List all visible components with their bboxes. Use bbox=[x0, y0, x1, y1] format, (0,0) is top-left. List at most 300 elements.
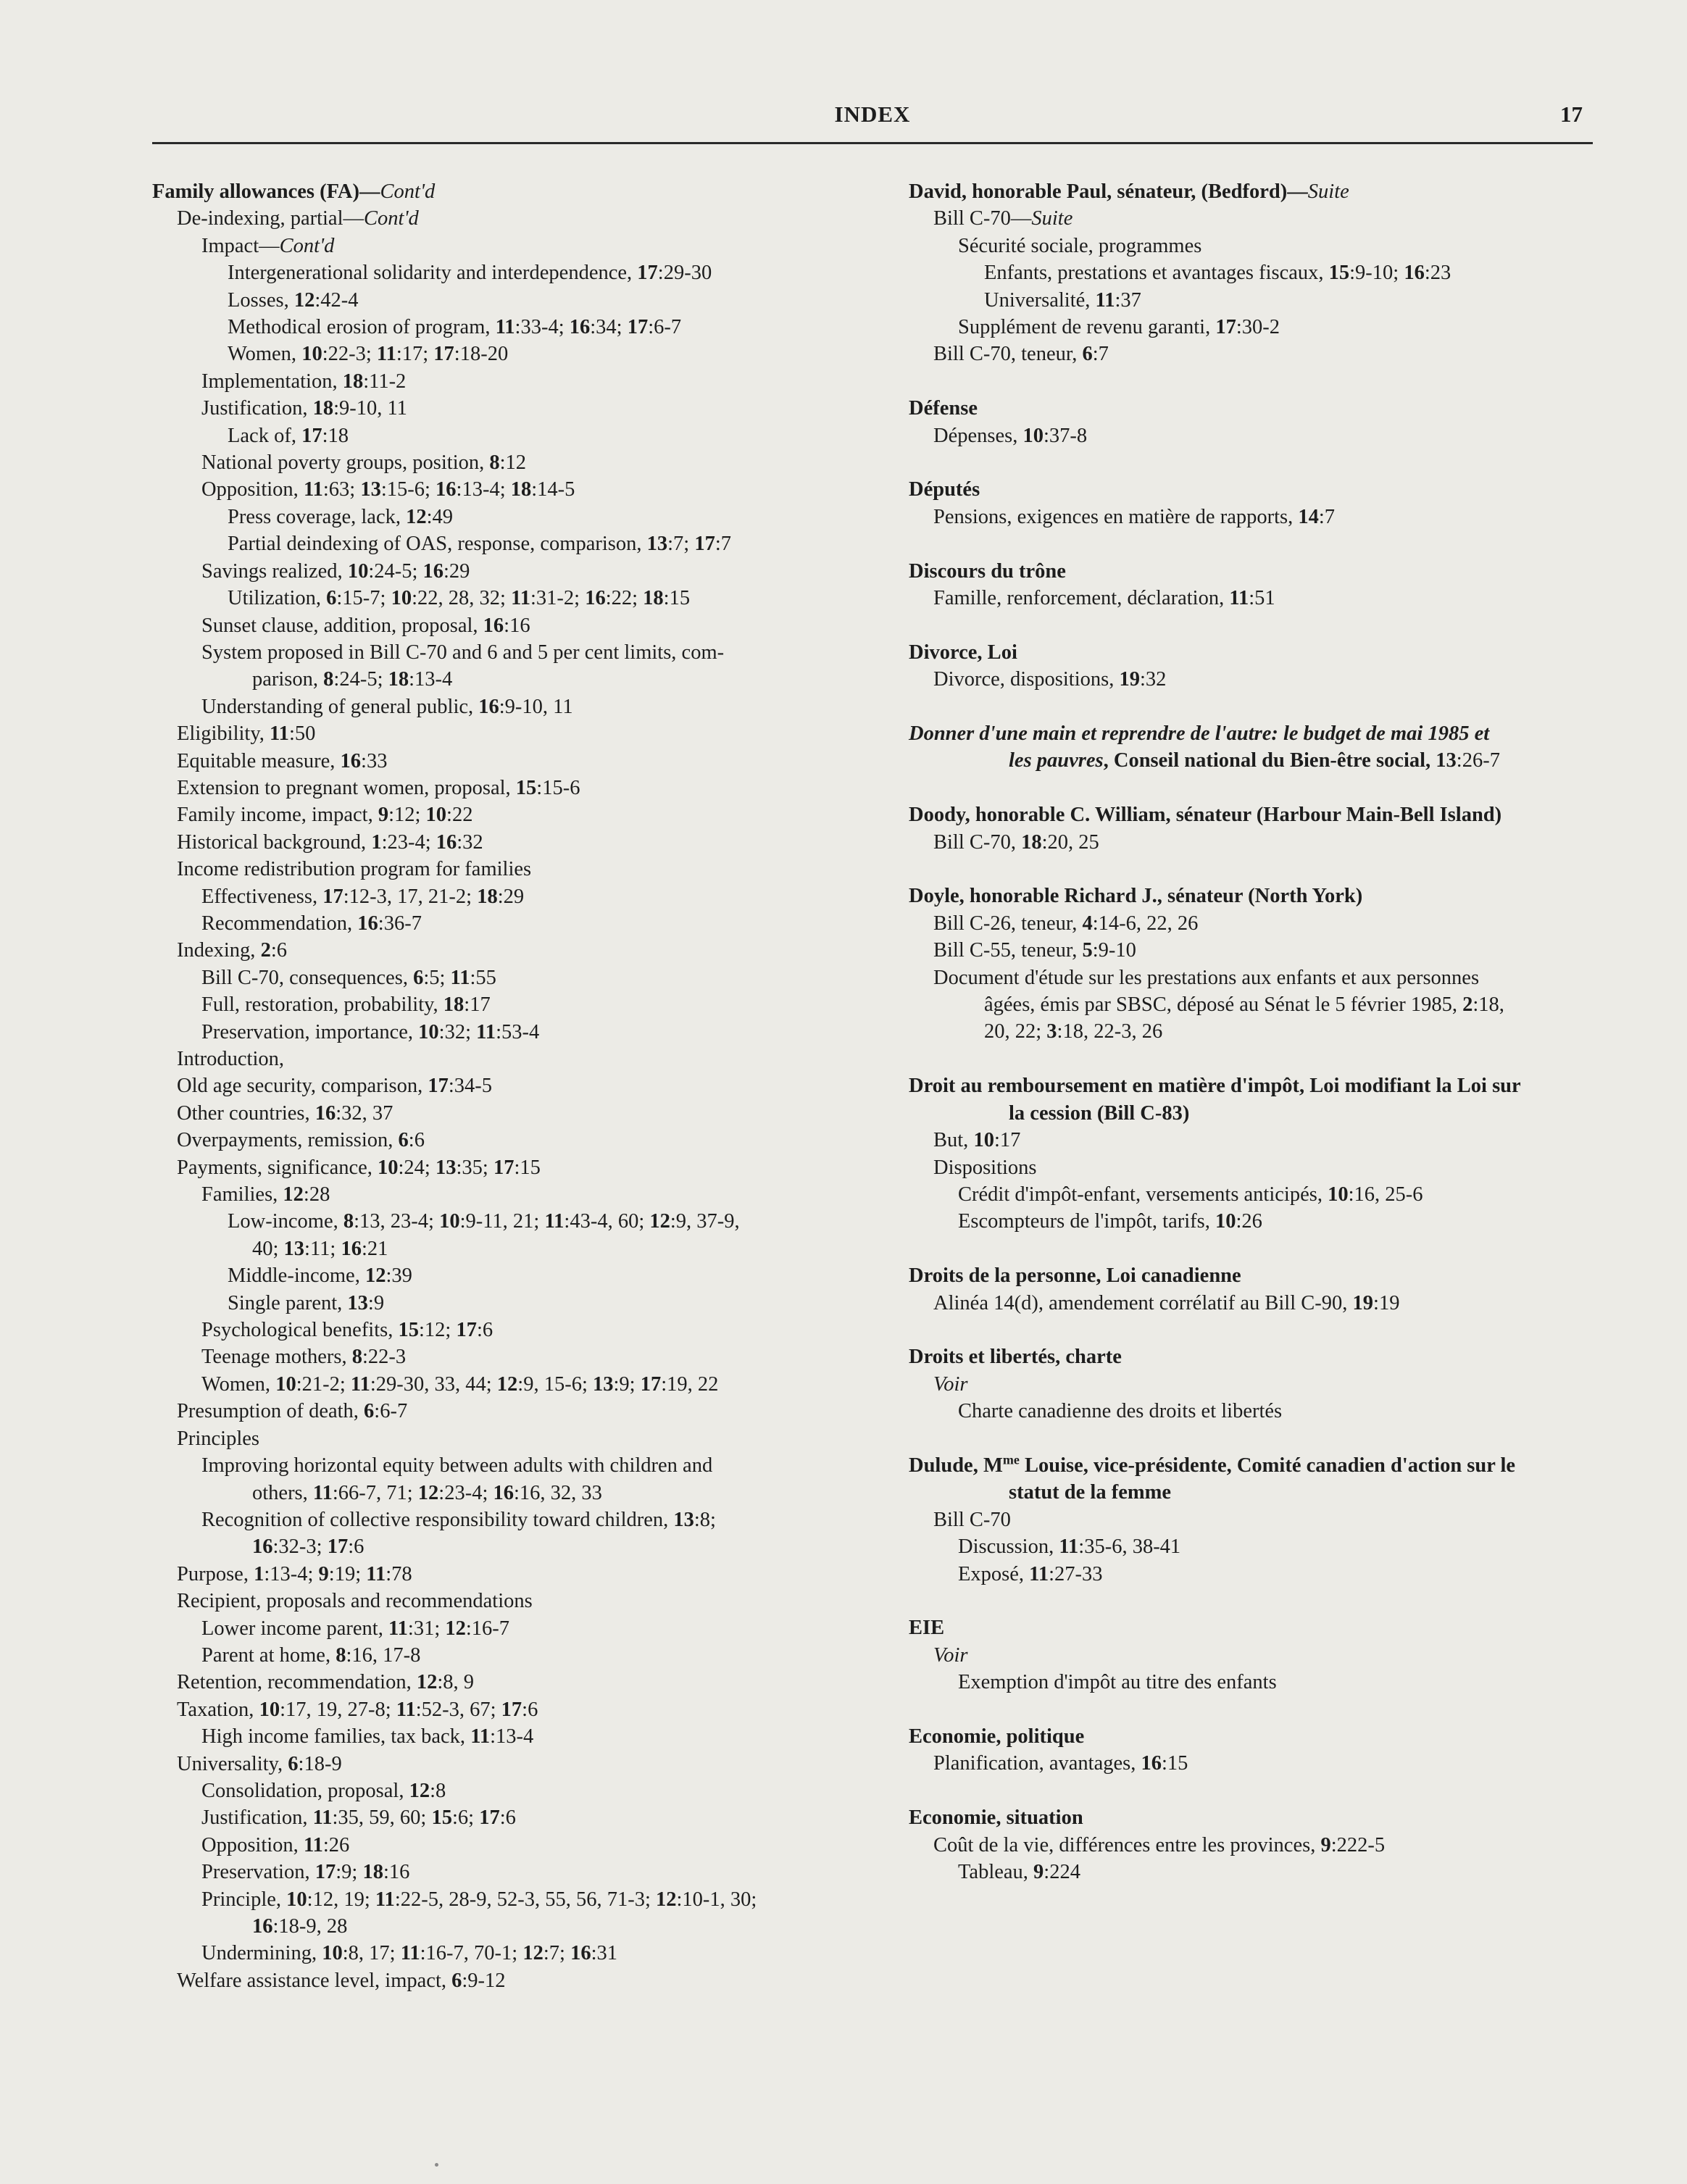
index-entry bbox=[152, 1425, 883, 1452]
index-entry bbox=[152, 937, 883, 964]
index-entry bbox=[909, 1832, 1637, 1859]
entry-text: 2 bbox=[1462, 993, 1473, 1017]
entry-text: Opposition, bbox=[201, 478, 304, 501]
index-entry bbox=[152, 1723, 883, 1750]
entry-text: :22-3; bbox=[322, 343, 377, 366]
entry-text: Recognition of collective responsibility toward children, bbox=[201, 1508, 674, 1531]
index-entry bbox=[909, 991, 1637, 1018]
entry-text: 11 bbox=[396, 1698, 416, 1721]
entry-text: Doody, honorable C. William, sénateur (Harbour Main-Bell Island) bbox=[909, 804, 1502, 827]
entry-text: Welfare assistance level, impact, bbox=[177, 1969, 452, 1992]
index-entry bbox=[909, 1100, 1637, 1127]
index-entry bbox=[152, 1398, 883, 1425]
entry-text: :12, 19; bbox=[307, 1888, 375, 1911]
index-entry bbox=[152, 1642, 883, 1669]
entry-text: :23-4; bbox=[438, 1481, 493, 1504]
entry-text: 16 bbox=[570, 1942, 591, 1965]
entry-text: Droits de la personne, Loi canadienne bbox=[909, 1264, 1241, 1288]
index-heading bbox=[909, 395, 1637, 422]
entry-text: 17 bbox=[327, 1535, 349, 1559]
entry-text: 16 bbox=[252, 1915, 273, 1938]
index-entry bbox=[152, 1804, 883, 1831]
entry-text: :50 bbox=[288, 722, 316, 746]
entry-text: Recommendation, bbox=[201, 912, 358, 935]
index-entry bbox=[152, 801, 883, 828]
entry-text: 12 bbox=[649, 1210, 670, 1233]
index-entry bbox=[152, 1154, 883, 1181]
entry-text: 11 bbox=[270, 722, 289, 746]
entry-text: 15 bbox=[515, 776, 537, 799]
entry-text: Suite bbox=[1307, 180, 1349, 203]
entry-text: :11; bbox=[304, 1237, 341, 1260]
entry-text: 11 bbox=[1029, 1562, 1049, 1585]
entry-text: :24; bbox=[398, 1156, 436, 1179]
index-heading bbox=[909, 1343, 1637, 1370]
entry-text: 11 bbox=[400, 1942, 420, 1965]
index-heading bbox=[909, 1262, 1637, 1289]
entry-text: Middle-income, bbox=[228, 1264, 365, 1288]
entry-text: Single parent, bbox=[228, 1291, 348, 1314]
entry-text: 17 bbox=[428, 1075, 449, 1098]
entry-text: 10 bbox=[1022, 424, 1044, 447]
entry-text: 3 bbox=[1046, 1020, 1057, 1043]
entry-text: 16 bbox=[436, 830, 457, 854]
entry-text: Sécurité sociale, programmes bbox=[958, 234, 1202, 257]
entry-text: Low-income, bbox=[228, 1210, 343, 1233]
entry-text: 16 bbox=[422, 559, 444, 583]
index-entry bbox=[909, 1290, 1637, 1317]
entry-text: 9 bbox=[378, 804, 389, 827]
index-entry bbox=[152, 205, 883, 232]
index-heading bbox=[909, 883, 1637, 909]
entry-text: 20, 22; bbox=[984, 1020, 1047, 1043]
entry-text: Press coverage, lack, bbox=[228, 505, 407, 528]
entry-gap bbox=[909, 693, 1637, 720]
entry-text: Income redistribution program for families bbox=[177, 858, 532, 881]
entry-text: :7 bbox=[1092, 343, 1109, 366]
entry-text: Divorce, Loi bbox=[909, 641, 1017, 664]
entry-text: 11 bbox=[303, 1833, 323, 1856]
entry-text: High income families, tax back, bbox=[201, 1725, 471, 1749]
entry-text: :52-3, 67; bbox=[415, 1698, 501, 1721]
entry-text: 15 bbox=[431, 1806, 452, 1830]
entry-text: :12; bbox=[419, 1319, 457, 1342]
entry-text: 6 bbox=[451, 1969, 462, 1992]
entry-text: Dulude, M bbox=[909, 1454, 1003, 1477]
entry-gap bbox=[909, 1317, 1637, 1343]
entry-text: 11 bbox=[511, 587, 530, 610]
entry-text: 13 bbox=[646, 533, 668, 556]
entry-text: 16 bbox=[493, 1481, 514, 1504]
entry-text: 10 bbox=[418, 1020, 439, 1043]
entry-text: :6 bbox=[348, 1535, 365, 1559]
index-entry bbox=[909, 666, 1637, 693]
entry-text: :43-4, 60; bbox=[564, 1210, 650, 1233]
entry-text: :19 bbox=[1373, 1291, 1400, 1314]
index-entry bbox=[152, 639, 883, 666]
entry-text: :6 bbox=[522, 1698, 538, 1721]
entry-text: 8 bbox=[343, 1210, 354, 1233]
entry-text: Understanding of general public, bbox=[201, 695, 479, 718]
entry-text: :49 bbox=[426, 505, 454, 528]
entry-text: 13 bbox=[283, 1237, 305, 1260]
entry-text: 8 bbox=[351, 1346, 362, 1369]
entry-text: 12 bbox=[496, 1372, 518, 1396]
entry-text: Bill C-70 bbox=[933, 1508, 1011, 1531]
entry-text: 40; bbox=[252, 1237, 284, 1260]
entry-text: 13 bbox=[360, 478, 381, 501]
entry-text: Old age security, comparison, bbox=[177, 1075, 428, 1098]
entry-text: 16 bbox=[483, 614, 504, 637]
entry-text: Suite bbox=[1031, 207, 1073, 230]
entry-text: 9 bbox=[1320, 1833, 1331, 1856]
entry-text: 17 bbox=[315, 1861, 336, 1884]
entry-text: 17 bbox=[637, 262, 658, 285]
entry-text: Losses, bbox=[228, 288, 294, 312]
entry-text: Utilization, bbox=[228, 587, 327, 610]
entry-text: 17 bbox=[322, 885, 343, 908]
entry-text: Crédit d'impôt-enfant, versements anticipés, bbox=[958, 1183, 1328, 1206]
entry-text: 16 bbox=[252, 1535, 273, 1559]
entry-text: :24-5; bbox=[333, 668, 388, 691]
entry-text: 10 bbox=[286, 1888, 307, 1911]
entry-text: :18, 22-3, 26 bbox=[1057, 1020, 1163, 1043]
index-entry bbox=[909, 422, 1637, 449]
entry-text: :15-7; bbox=[336, 587, 391, 610]
entry-text: :18-20 bbox=[454, 343, 509, 366]
entry-text: 13 bbox=[592, 1372, 614, 1396]
entry-text: David, honorable Paul, sénateur, (Bedford)— bbox=[909, 180, 1308, 203]
entry-text: :16-7, 70-1; bbox=[420, 1942, 523, 1965]
entry-text: :63; bbox=[322, 478, 361, 501]
entry-text: :11-2 bbox=[363, 370, 407, 393]
entry-text: :29-30, 33, 44; bbox=[370, 1372, 497, 1396]
entry-gap bbox=[909, 1777, 1637, 1804]
entry-text: :37-8 bbox=[1043, 424, 1088, 447]
entry-text: 11 bbox=[366, 1562, 386, 1585]
entry-text: Payments, significance, bbox=[177, 1156, 378, 1179]
entry-text: :22-5, 28-9, 52-3, 55, 56, 71-3; bbox=[394, 1888, 656, 1911]
entry-text: 11 bbox=[303, 478, 323, 501]
entry-text: 18 bbox=[312, 397, 334, 420]
entry-text: 16 bbox=[357, 912, 378, 935]
entry-text: Tableau, bbox=[958, 1860, 1034, 1883]
index-entry bbox=[152, 1533, 883, 1560]
entry-text: :78 bbox=[386, 1562, 412, 1585]
entry-text: :15-6; bbox=[380, 478, 436, 501]
entry-gap bbox=[909, 1588, 1637, 1614]
entry-text: 11 bbox=[375, 1888, 395, 1911]
entry-text: Escompteurs de l'impôt, tarifs, bbox=[958, 1210, 1215, 1233]
entry-text: 11 bbox=[476, 1020, 496, 1043]
entry-text: 12 bbox=[365, 1264, 386, 1288]
entry-text: 17 bbox=[456, 1319, 477, 1342]
entry-text: Psychological benefits, bbox=[201, 1319, 399, 1342]
index-entry bbox=[152, 1181, 883, 1208]
index-entry bbox=[152, 856, 883, 883]
index-entry bbox=[909, 1479, 1637, 1506]
entry-text: Women, bbox=[201, 1372, 276, 1396]
entry-text: 10 bbox=[301, 343, 322, 366]
index-entry bbox=[909, 1533, 1637, 1560]
index-heading bbox=[152, 178, 883, 205]
entry-text: Droit au remboursement en matière d'impôt, Loi modifiant la Loi sur bbox=[909, 1075, 1521, 1098]
entry-gap bbox=[909, 1696, 1637, 1723]
entry-text: Sunset clause, addition, proposal, bbox=[201, 614, 483, 637]
index-entry bbox=[909, 259, 1637, 286]
entry-text: :26 bbox=[1236, 1210, 1262, 1233]
entry-text: 12 bbox=[283, 1183, 304, 1206]
index-heading bbox=[909, 476, 1637, 503]
entry-text: 18 bbox=[643, 587, 664, 610]
index-heading bbox=[909, 1614, 1637, 1641]
index-entry bbox=[152, 1452, 883, 1479]
entry-text: :9-10, 11 bbox=[499, 695, 573, 718]
entry-text: 4 bbox=[1082, 912, 1093, 935]
index-entry bbox=[909, 1642, 1637, 1669]
index-entry bbox=[152, 612, 883, 639]
entry-text: :14-5 bbox=[531, 478, 575, 501]
entry-text: :34; bbox=[590, 316, 628, 339]
entry-text: 12 bbox=[406, 505, 427, 528]
entry-text: :36-7 bbox=[378, 912, 422, 935]
entry-text: Partial deindexing of OAS, response, comparison, bbox=[228, 533, 647, 556]
entry-text: Alinéa 14(d), amendement corrélatif au Bill C-90, bbox=[933, 1291, 1353, 1314]
entry-text: les pauvres bbox=[1009, 749, 1104, 772]
entry-text: 16 bbox=[569, 316, 591, 339]
entry-text: Principles bbox=[177, 1427, 259, 1450]
index-entry bbox=[152, 233, 883, 259]
page-number: 17 bbox=[1560, 101, 1583, 127]
index-entry bbox=[909, 287, 1637, 314]
index-entry bbox=[152, 1751, 883, 1777]
entry-text: others, bbox=[252, 1481, 313, 1504]
entry-text: 13 bbox=[673, 1508, 694, 1531]
entry-text: Justification, bbox=[201, 1806, 313, 1830]
entry-text: :28 bbox=[303, 1183, 330, 1206]
entry-text: 10 bbox=[275, 1372, 296, 1396]
entry-text: Full, restoration, probability, bbox=[201, 993, 443, 1017]
entry-text: Economie, situation bbox=[909, 1806, 1083, 1830]
entry-text: :16 bbox=[504, 614, 530, 637]
index-entry bbox=[152, 530, 883, 557]
entry-text: 16 bbox=[585, 587, 606, 610]
entry-text: :17 bbox=[464, 993, 491, 1017]
entry-text: 17 bbox=[479, 1806, 500, 1830]
entry-text: 10 bbox=[1215, 1210, 1236, 1233]
entry-text: Voir bbox=[933, 1643, 968, 1667]
entry-text: 19 bbox=[1352, 1291, 1374, 1314]
index-entry bbox=[909, 1154, 1637, 1181]
entry-text: 6 bbox=[1082, 343, 1093, 366]
entry-text: :22 bbox=[446, 804, 473, 827]
entry-text: But, bbox=[933, 1129, 974, 1152]
entry-text: :26-7 bbox=[1456, 749, 1500, 772]
entry-text: 12 bbox=[416, 1671, 438, 1694]
entry-text: Presumption of death, bbox=[177, 1400, 365, 1423]
entry-text: Cont'd bbox=[364, 207, 419, 230]
index-entry bbox=[152, 259, 883, 286]
entry-text: 16 bbox=[1404, 262, 1425, 285]
entry-text: Doyle, honorable Richard J., sénateur (North York) bbox=[909, 885, 1363, 908]
entry-text: 18 bbox=[362, 1861, 383, 1884]
entry-text: Implementation, bbox=[201, 370, 343, 393]
entry-text: :29-30 bbox=[657, 262, 712, 285]
index-entry bbox=[909, 341, 1637, 367]
entry-text: 11 bbox=[495, 316, 515, 339]
entry-text: :18 bbox=[322, 424, 349, 447]
entry-text: :26 bbox=[322, 1833, 350, 1856]
entry-text: :20, 25 bbox=[1041, 830, 1099, 854]
entry-text: :29 bbox=[443, 559, 470, 583]
entry-text: 6 bbox=[398, 1129, 409, 1152]
index-entry bbox=[909, 964, 1637, 991]
entry-text: System proposed in Bill C-70 and 6 and 5 per cent limits, com- bbox=[201, 641, 725, 664]
entry-text: :12; bbox=[388, 804, 426, 827]
entry-text: 11 bbox=[544, 1210, 565, 1233]
entry-text: :21-2; bbox=[296, 1372, 351, 1396]
entry-text: 16 bbox=[436, 478, 457, 501]
entry-gap bbox=[909, 1235, 1637, 1262]
entry-text: :33 bbox=[361, 749, 388, 772]
index-entry bbox=[909, 829, 1637, 856]
entry-text: Equitable measure, bbox=[177, 749, 341, 772]
entry-text: :32-3; bbox=[272, 1535, 328, 1559]
entry-text: 10 bbox=[378, 1156, 399, 1179]
entry-text: Dépenses, bbox=[933, 424, 1023, 447]
index-heading bbox=[909, 178, 1637, 205]
entry-text: :8; bbox=[693, 1508, 716, 1531]
index-entry bbox=[152, 883, 883, 910]
index-entry bbox=[152, 1208, 883, 1235]
entry-text: :31-2; bbox=[530, 587, 586, 610]
index-entry bbox=[152, 1371, 883, 1398]
index-entry bbox=[152, 720, 883, 747]
index-entry bbox=[909, 1506, 1637, 1533]
entry-text: 12 bbox=[293, 288, 315, 312]
entry-text: :23 bbox=[1424, 262, 1451, 285]
index-entry bbox=[152, 1046, 883, 1072]
entry-text: 11 bbox=[1059, 1535, 1079, 1559]
entry-text: Discours du trône bbox=[909, 559, 1066, 583]
index-entry bbox=[152, 1127, 883, 1154]
entry-text: :66-7, 71; bbox=[332, 1481, 418, 1504]
entry-text: :9, 15-6; bbox=[517, 1372, 593, 1396]
entry-text: Overpayments, remission, bbox=[177, 1129, 399, 1152]
entry-text: Droits et libertés, charte bbox=[909, 1346, 1122, 1369]
entry-text: :17, 19, 27-8; bbox=[280, 1698, 396, 1721]
index-entry bbox=[152, 1588, 883, 1614]
entry-text: :33-4; bbox=[515, 316, 570, 339]
entry-text: Discussion, bbox=[958, 1535, 1059, 1559]
entry-text: 11 bbox=[388, 1617, 408, 1640]
entry-text: :19; bbox=[328, 1562, 367, 1585]
entry-text: :22-3 bbox=[362, 1346, 407, 1369]
entry-text: Effectiveness, bbox=[201, 885, 323, 908]
entry-text: :16, 32, 33 bbox=[514, 1481, 602, 1504]
entry-text: :18-9, 28 bbox=[272, 1915, 348, 1938]
entry-text: :21 bbox=[361, 1237, 388, 1260]
entry-text: Opposition, bbox=[201, 1833, 304, 1856]
entry-text: 10 bbox=[347, 559, 369, 583]
entry-text: 10 bbox=[391, 587, 412, 610]
entry-text: Taxation, bbox=[177, 1698, 259, 1721]
entry-text: Introduction, bbox=[177, 1048, 285, 1070]
index-entry bbox=[152, 1777, 883, 1804]
index-entry bbox=[152, 775, 883, 801]
entry-text: 12 bbox=[409, 1779, 430, 1802]
entry-text: 11 bbox=[1229, 587, 1249, 610]
index-entry bbox=[152, 748, 883, 775]
entry-text: 16 bbox=[341, 1237, 362, 1260]
entry-text: 17 bbox=[694, 533, 715, 556]
index-heading bbox=[909, 1072, 1637, 1099]
entry-text: Charte canadienne des droits et libertés bbox=[958, 1400, 1283, 1423]
entry-text: Document d'étude sur les prestations aux enfants et aux personnes bbox=[933, 966, 1480, 989]
entry-text: :53-4 bbox=[496, 1020, 540, 1043]
index-entry bbox=[152, 1967, 883, 1994]
index-entry bbox=[152, 449, 883, 476]
entry-text: Lack of, bbox=[228, 424, 302, 447]
entry-text: Enfants, prestations et avantages fiscaux, bbox=[984, 262, 1329, 285]
entry-text: :19, 22 bbox=[661, 1372, 719, 1396]
entry-text: Voir bbox=[933, 1372, 968, 1396]
entry-text: 18 bbox=[510, 478, 532, 501]
index-entry bbox=[152, 1343, 883, 1370]
entry-text: 15 bbox=[1328, 262, 1350, 285]
entry-text: :13-4; bbox=[456, 478, 511, 501]
entry-text: :32, 37 bbox=[336, 1101, 393, 1125]
entry-text: Bill C-70— bbox=[933, 207, 1032, 230]
index-entry bbox=[909, 910, 1637, 937]
entry-text: me bbox=[1002, 1452, 1020, 1467]
header-rule bbox=[152, 142, 1593, 144]
entry-text: :29 bbox=[497, 885, 525, 908]
index-entry bbox=[909, 1669, 1637, 1696]
entry-text: :15 bbox=[514, 1156, 541, 1179]
entry-text: parison, bbox=[252, 668, 324, 691]
entry-gap bbox=[909, 612, 1637, 638]
index-entry bbox=[152, 341, 883, 367]
entry-text: 8 bbox=[336, 1643, 346, 1667]
entry-text: Coût de la vie, différences entre les provinces, bbox=[933, 1833, 1321, 1856]
entry-text: 17 bbox=[501, 1698, 522, 1721]
entry-text: 12 bbox=[522, 1942, 543, 1965]
page-title: INDEX bbox=[834, 101, 911, 127]
entry-text: :18, bbox=[1473, 993, 1504, 1017]
entry-text: 16 bbox=[340, 749, 362, 772]
index-heading bbox=[909, 1723, 1637, 1750]
index-entry bbox=[152, 1859, 883, 1885]
entry-text: :35, 59, 60; bbox=[332, 1806, 432, 1830]
index-entry bbox=[152, 829, 883, 856]
page-header bbox=[152, 101, 1593, 139]
entry-text: :17; bbox=[396, 343, 434, 366]
index-entry bbox=[152, 1696, 883, 1723]
entry-text: Indexing, bbox=[177, 939, 261, 962]
entry-text: Lower income parent, bbox=[201, 1617, 388, 1640]
entry-text: :12 bbox=[499, 451, 527, 475]
entry-text: :6 bbox=[408, 1129, 425, 1152]
entry-text: 19 bbox=[1119, 668, 1140, 691]
entry-text: Historical background, bbox=[177, 830, 372, 854]
index-entry bbox=[152, 1615, 883, 1642]
entry-text: âgées, émis par SBSC, déposé au Sénat le 5 février 1985, bbox=[984, 993, 1463, 1017]
entry-text: :22, 28, 32; bbox=[412, 587, 512, 610]
entry-text: 13 bbox=[1436, 749, 1457, 772]
entry-text: :31 bbox=[591, 1942, 617, 1965]
entry-text: :6-7 bbox=[374, 1400, 408, 1423]
